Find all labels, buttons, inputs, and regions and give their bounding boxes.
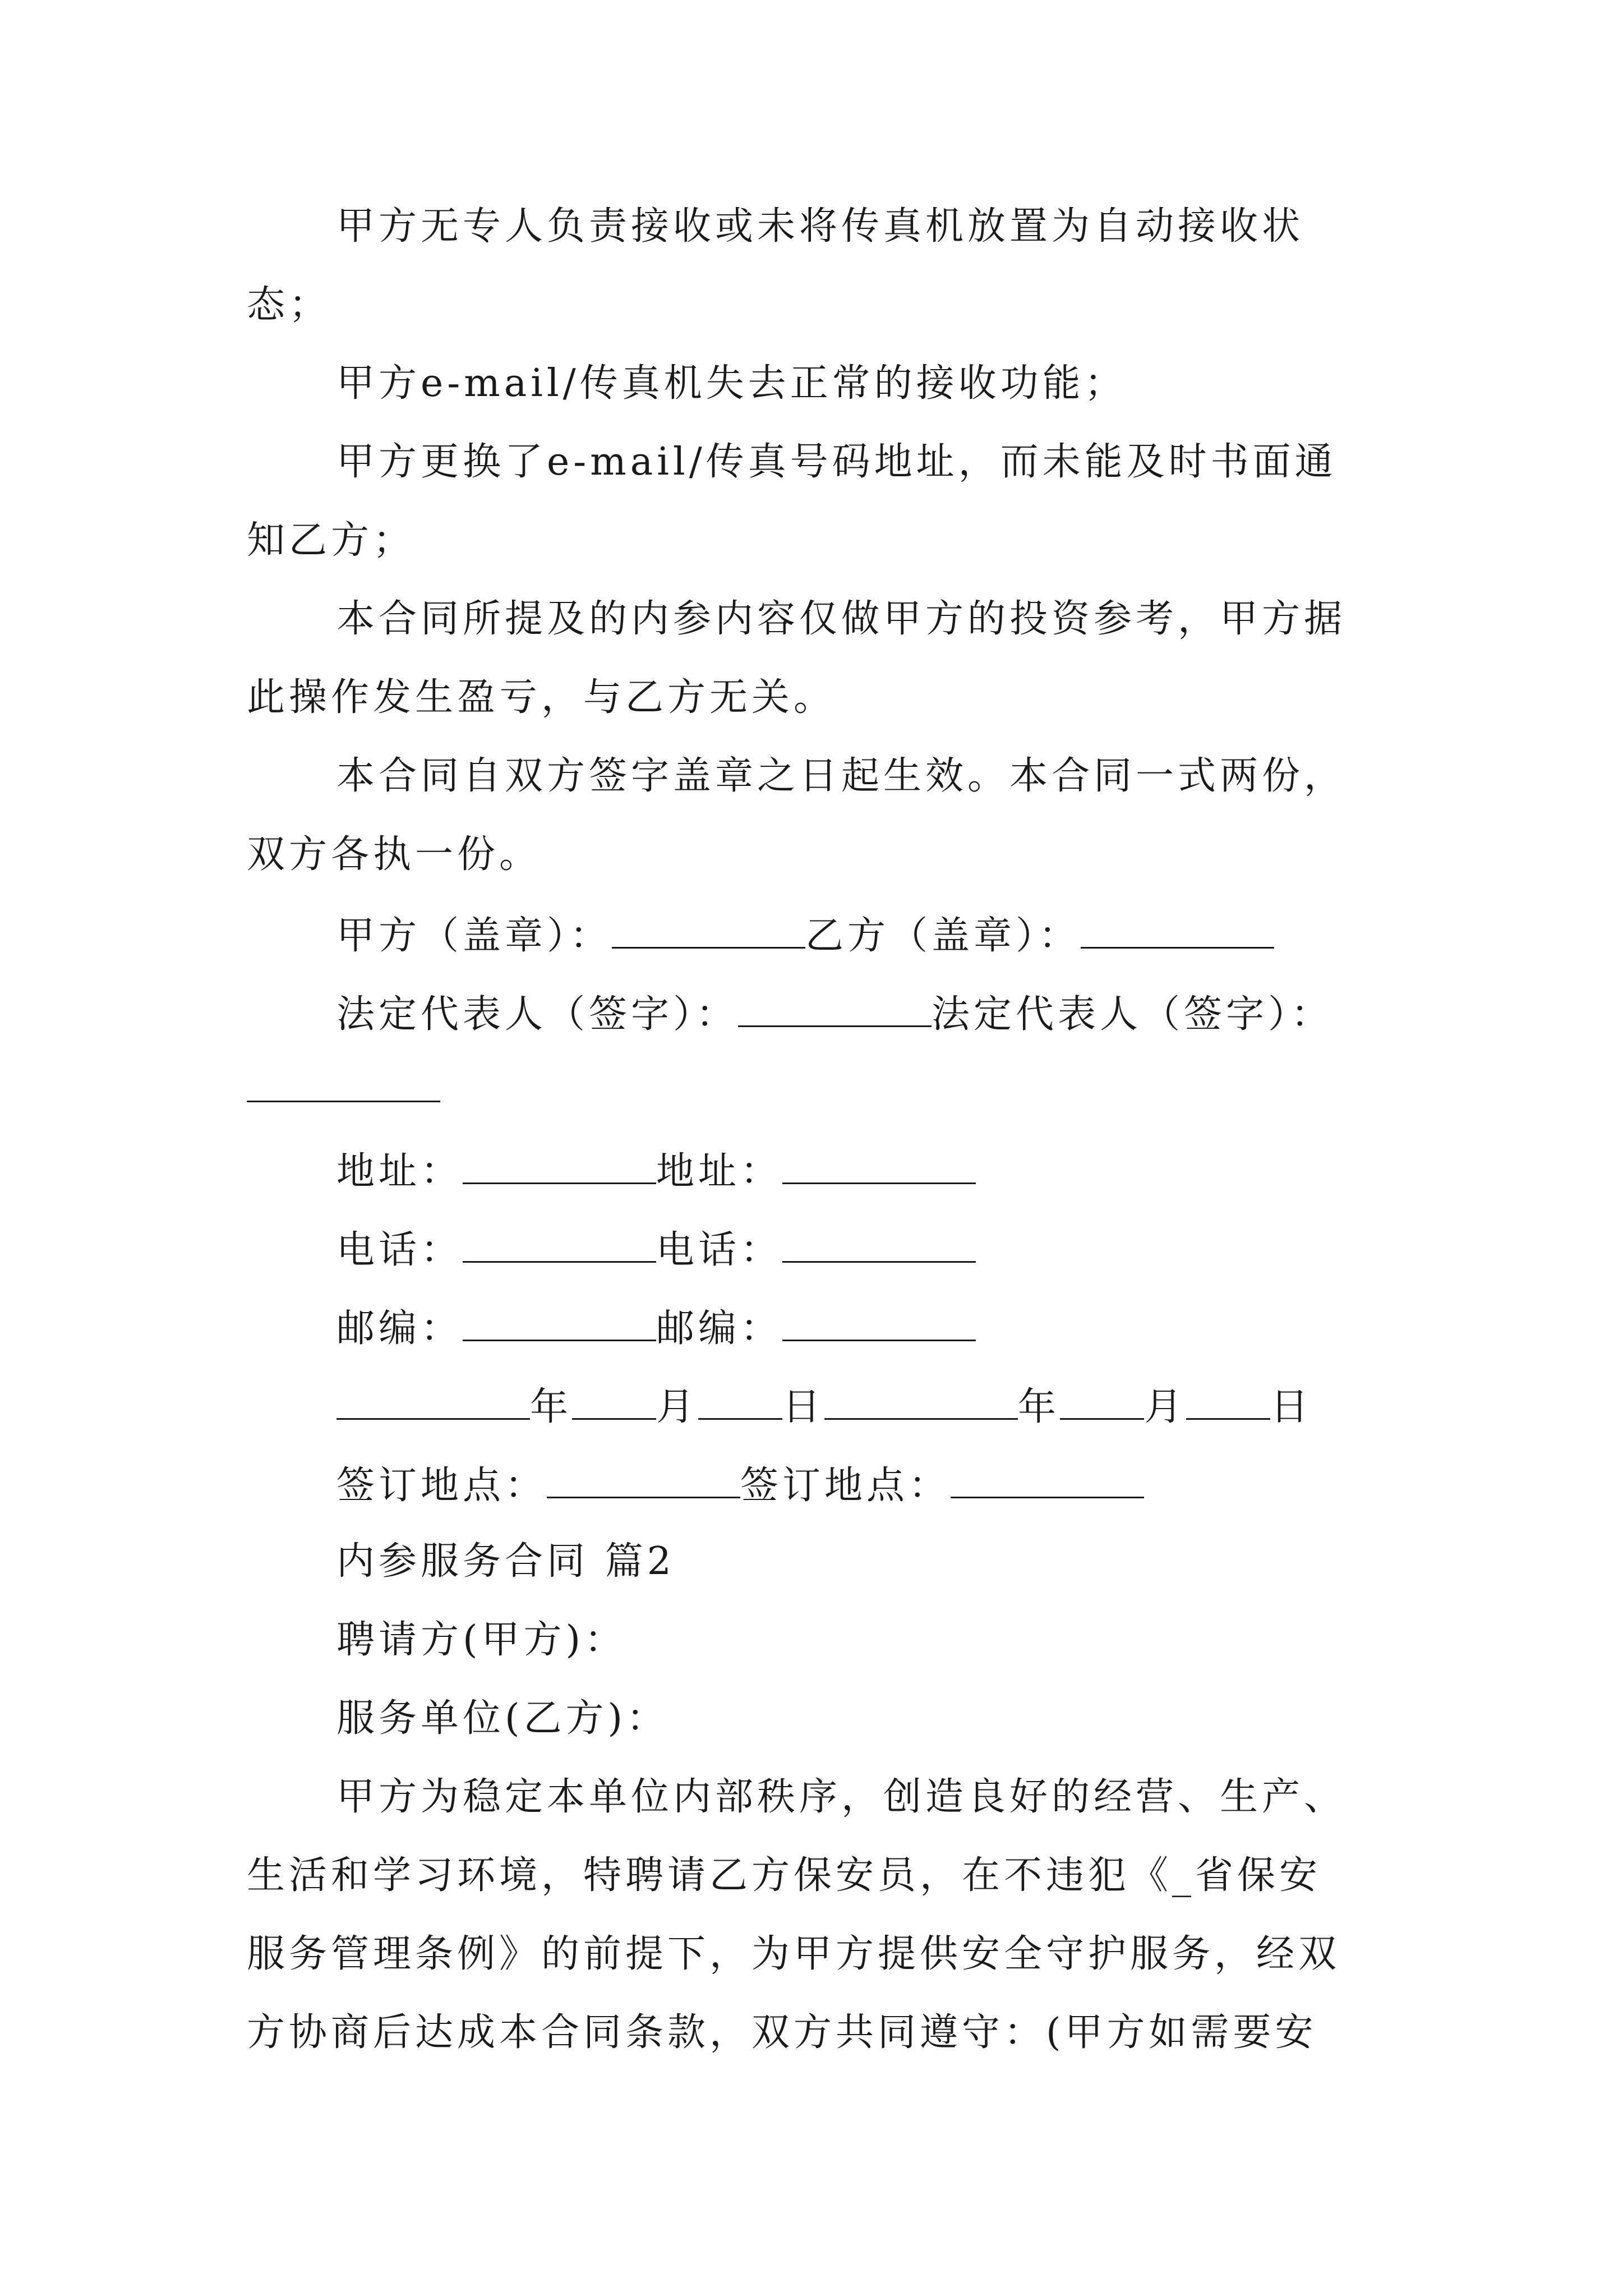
party-b-seal-label: 乙方（盖章）： bbox=[805, 914, 1081, 958]
month-b-label: 月 bbox=[1144, 1385, 1187, 1429]
year-a-blank bbox=[336, 1386, 530, 1420]
party-a-seal-label: 甲方（盖章）： bbox=[336, 914, 612, 958]
paragraph-line: 知乙方； bbox=[247, 518, 416, 563]
month-a-label: 月 bbox=[656, 1385, 699, 1429]
date-line bbox=[336, 1386, 1312, 1427]
legal-rep-a-label: 法定代表人（签字）： bbox=[336, 992, 739, 1037]
party-a-seal-blank bbox=[612, 914, 805, 949]
postcode-b-label: 邮编： bbox=[656, 1306, 783, 1351]
address-b-label: 地址： bbox=[656, 1149, 783, 1194]
party-b-seal-blank bbox=[1081, 914, 1274, 949]
legal-rep-a-blank bbox=[738, 993, 932, 1027]
phone-b-label: 电话： bbox=[656, 1228, 783, 1272]
paragraph-line: 甲方e-mail/传真机失去正常的接收功能； bbox=[336, 361, 1127, 406]
address-line bbox=[336, 1149, 976, 1194]
year-a-label: 年 bbox=[530, 1385, 573, 1429]
month-b-blank bbox=[1060, 1386, 1144, 1420]
phone-b-blank bbox=[782, 1228, 976, 1263]
paragraph-line: 此操作发生盈亏，与乙方无关。 bbox=[247, 675, 836, 720]
place-a-label: 签订地点： bbox=[336, 1464, 547, 1508]
postcode-b-blank bbox=[782, 1307, 976, 1341]
phone-a-label: 电话： bbox=[336, 1228, 463, 1272]
paragraph-line: 本合同所提及的内参内容仅做甲方的投资参考，甲方据 bbox=[336, 597, 1347, 641]
paragraph-line: 本合同自双方签字盖章之日起生效。本合同一式两份， bbox=[336, 754, 1347, 798]
address-b-blank bbox=[782, 1150, 976, 1184]
address-a-blank bbox=[463, 1150, 656, 1184]
year-b-label: 年 bbox=[1018, 1385, 1061, 1429]
legal-rep-b-blank bbox=[247, 1101, 440, 1102]
paragraph-line: 双方各执一份。 bbox=[247, 832, 542, 877]
paragraph-line: 态； bbox=[247, 283, 331, 327]
day-b-blank bbox=[1186, 1386, 1270, 1420]
paragraph-line: 方协商后达成本合同条款，双方共同遵守：(甲方如需要安 bbox=[247, 2010, 1317, 2055]
place-b-blank bbox=[951, 1464, 1144, 1498]
day-a-blank bbox=[698, 1386, 782, 1420]
paragraph-line: 甲方更换了e-mail/传真号码地址，而未能及时书面通 bbox=[336, 440, 1337, 484]
legal-rep-b-label: 法定代表人（签字）： bbox=[932, 992, 1334, 1037]
month-a-blank bbox=[572, 1386, 656, 1420]
paragraph-line: 甲方为稳定本单位内部秩序，创造良好的经营、生产、 bbox=[336, 1775, 1347, 1819]
place-a-blank bbox=[547, 1464, 740, 1498]
day-a-label: 日 bbox=[782, 1385, 825, 1429]
phone-line bbox=[336, 1228, 976, 1272]
signing-place-line bbox=[336, 1464, 1144, 1508]
postcode-a-blank bbox=[463, 1307, 656, 1341]
postcode-a-label: 邮编： bbox=[336, 1306, 463, 1351]
phone-a-blank bbox=[463, 1228, 656, 1263]
postcode-line bbox=[336, 1306, 976, 1351]
employer-line: 聘请方(甲方)： bbox=[336, 1618, 627, 1662]
paragraph-line: 甲方无专人负责接收或未将传真机放置为自动接收状 bbox=[336, 204, 1304, 249]
paragraph-line: 服务管理条例》的前提下，为甲方提供安全守护服务，经双 bbox=[247, 1932, 1341, 1976]
place-b-label: 签订地点： bbox=[740, 1464, 951, 1508]
address-a-label: 地址： bbox=[336, 1149, 463, 1194]
year-b-blank bbox=[824, 1386, 1018, 1420]
seal-line bbox=[336, 914, 1274, 958]
day-b-label: 日 bbox=[1270, 1385, 1313, 1429]
legal-rep-line bbox=[336, 992, 1334, 1037]
paragraph-line: 生活和学习环境，特聘请乙方保安员，在不违犯《_省保安 bbox=[247, 1853, 1322, 1898]
provider-line: 服务单位(乙方)： bbox=[336, 1696, 669, 1741]
section-heading: 内参服务合同 篇2 bbox=[336, 1539, 675, 1584]
